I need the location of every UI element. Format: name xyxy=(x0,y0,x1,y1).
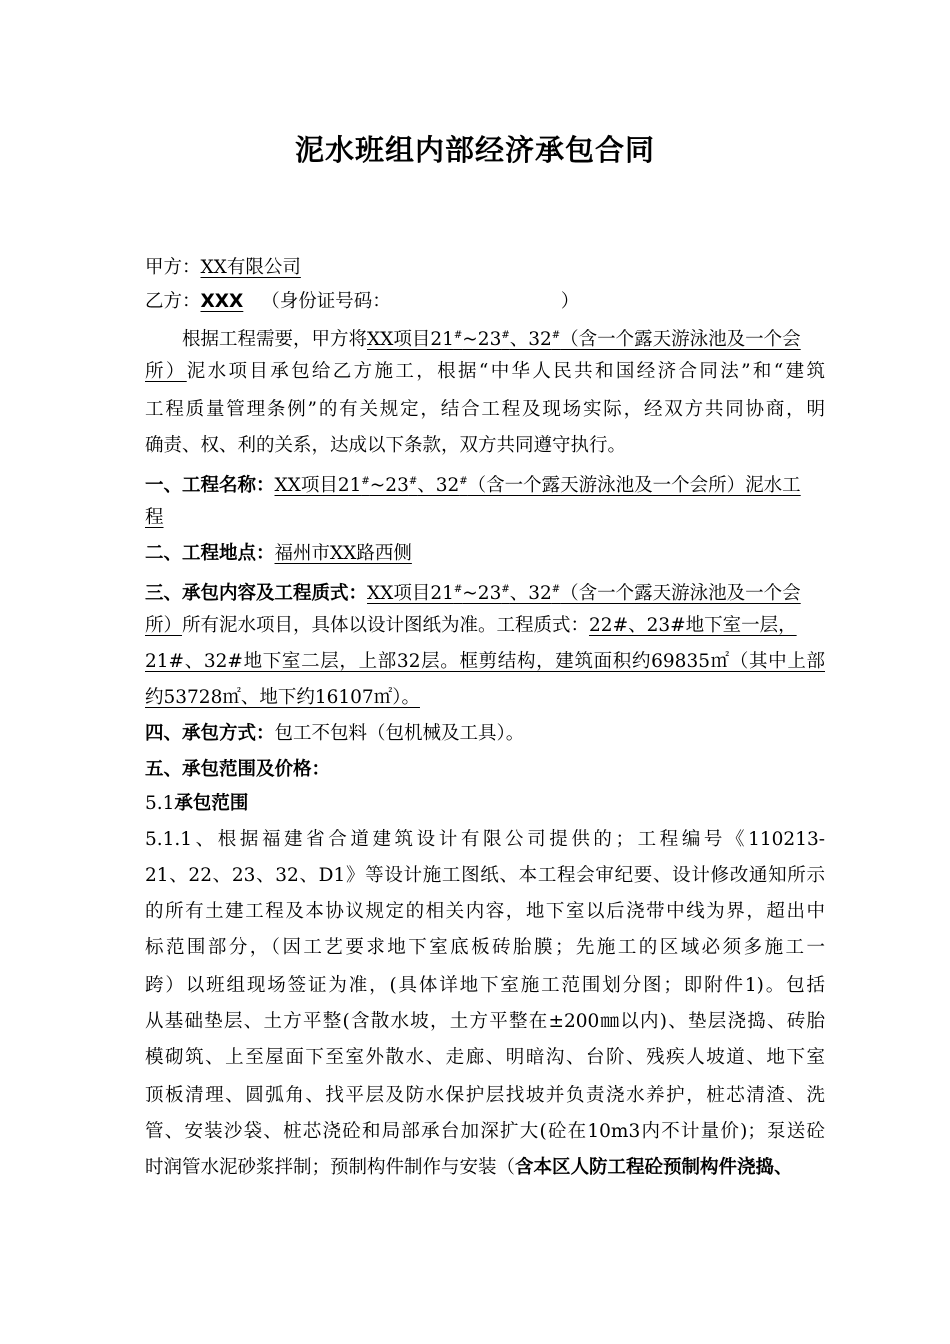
section-4-line xyxy=(145,716,825,752)
intro-project-part: 所） xyxy=(145,361,187,382)
clause-5-1-1-line: 21、22、23、32、D1》等设计施工图纸、本工程会审纪要、设计修改通知所示 xyxy=(145,865,825,886)
section-3-part: （含一个露天游泳池及一个会 xyxy=(560,583,801,604)
intro-text: 根据工程需要，甲方将 xyxy=(182,329,368,350)
section-1-sup: # xyxy=(459,476,468,487)
section-4-value: 包工不包料（包机械及工具）。 xyxy=(274,723,525,744)
section-2-label: 二、工程地点： xyxy=(145,543,275,564)
section-5-1-label: 承包范围 xyxy=(174,793,249,814)
party-b-label: 乙方： xyxy=(145,291,201,312)
section-1-part: ~23 xyxy=(369,475,409,496)
section-1-line-2 xyxy=(145,500,825,536)
section-3-sup: # xyxy=(453,584,463,595)
intro-sup: # xyxy=(551,330,561,341)
party-a-value: XX有限公司 xyxy=(200,257,301,278)
intro-project-name xyxy=(367,329,801,350)
clause-5-1-1-line: 顶板清理、圆弧角、找平层及防水保护层找坡并负责浇水养护，桩芯清渣、洗 xyxy=(145,1085,825,1106)
section-3-part: 所） xyxy=(145,615,183,636)
section-2-value: 福州市XX路西侧 xyxy=(274,543,412,564)
section-5-1-line xyxy=(145,786,825,822)
intro-project-part: （含一个露天游泳池及一个会 xyxy=(560,329,801,350)
section-1-sup: # xyxy=(408,476,418,487)
intro-line-2 xyxy=(145,354,825,390)
party-b-value: XXX xyxy=(200,291,244,312)
party-a-line xyxy=(145,250,825,286)
section-3-text: 所有泥水项目，具体以设计图纸为准。工程质式： xyxy=(182,615,590,636)
clause-5-1-1-bold-text: 含本区人防工程砼预制构件浇捣、 xyxy=(515,1157,793,1178)
section-1-part: （含一个露天游泳池及一个会所）泥水工 xyxy=(467,475,801,496)
section-3-part: 约53728㎡、地下约16107㎡）。 xyxy=(145,687,420,708)
section-3-value xyxy=(367,583,801,604)
section-3-part: ~23 xyxy=(462,583,502,604)
intro-sup: # xyxy=(453,330,463,341)
section-1-part: XX项目21 xyxy=(274,475,362,496)
intro-project-part: ~23 xyxy=(462,329,502,350)
party-b-id-prefix: （身份证号码： xyxy=(261,291,391,312)
intro-text: 泥水项目承包给乙方施工，根据“中华人民共和国经济合同法”和“建筑 xyxy=(186,361,825,382)
section-3-line-3 xyxy=(145,644,825,680)
party-a-label: 甲方： xyxy=(145,257,201,278)
section-3-line-4 xyxy=(145,680,825,716)
clause-5-1-1-line: 标范围部分，（因工艺要求地下室底板砖胎膜；先施工的区域必须多施工一 xyxy=(145,937,825,958)
intro-sup: # xyxy=(501,330,510,341)
section-3-label: 三、承包内容及工程质式： xyxy=(145,583,368,604)
party-b-id-suffix: ） xyxy=(560,291,580,312)
section-1-part: 程 xyxy=(145,507,164,528)
section-1-line-1 xyxy=(145,464,825,500)
section-1-sup: # xyxy=(361,476,370,487)
section-4-label: 四、承包方式： xyxy=(145,723,275,744)
clause-5-1-1-line: 跨）以班组现场签证为准，(具体详地下室施工范围划分图；即附件1)。包括 xyxy=(145,975,825,996)
section-1-part: 、32 xyxy=(417,475,460,496)
section-3-sup: # xyxy=(551,584,561,595)
clause-5-1-1-line: 5.1.1、根据福建省合道建筑设计有限公司提供的；工程编号《110213- xyxy=(145,829,825,850)
section-5-1-number: 5.1 xyxy=(145,793,175,814)
intro-project-part: XX项目21 xyxy=(367,329,454,350)
section-2-line xyxy=(145,536,825,572)
section-5-line xyxy=(145,752,825,788)
clause-5-1-1-line: 管、安装沙袋、桩芯浇砼和局部承台加深扩大(砼在10m3内不计量价)；泵送砼 xyxy=(145,1121,825,1142)
section-5-label: 五、承包范围及价格： xyxy=(145,759,331,780)
intro-line-3: 工程质量管理条例”的有关规定，结合工程及现场实际，经双方共同协商，明 xyxy=(145,399,825,420)
section-1-value xyxy=(275,475,801,496)
section-3-line-1 xyxy=(145,572,825,608)
section-3-part: XX项目21 xyxy=(367,583,454,604)
clause-5-1-1-text: 时润管水泥砂浆拌制；预制构件制作与安装（ xyxy=(145,1157,516,1178)
section-1-label: 一、工程名称： xyxy=(145,475,275,496)
intro-project-part: 、32 xyxy=(509,329,552,350)
section-3-sup: # xyxy=(501,584,510,595)
party-b-line xyxy=(145,284,825,320)
section-3-part: 、32 xyxy=(509,583,552,604)
clause-5-1-1-line: 模砌筑、上至屋面下至室外散水、走廊、明暗沟、台阶、残疾人坡道、地下室 xyxy=(145,1047,825,1068)
section-3-part: 21#、32#地下室二层，上部32层。框剪结构，建筑面积约69835㎡（其中上部 xyxy=(145,651,825,672)
intro-line-4: 确责、权、利的关系，达成以下条款，双方共同遵守执行。 xyxy=(145,435,627,456)
section-3-line-2 xyxy=(145,608,825,644)
clause-5-1-1-line: 的所有土建工程及本协议规定的相关内容，地下室以后浇带中线为界，超出中 xyxy=(145,901,825,922)
contract-title: 泥水班组内部经济承包合同 xyxy=(294,133,655,167)
clause-5-1-1-last-line xyxy=(145,1150,825,1186)
section-3-part: 22#、23#地下室一层， xyxy=(589,615,797,636)
intro-line-1 xyxy=(182,318,825,354)
clause-5-1-1-line: 从基础垫层、土方平整(含散水坡，土方平整在±200㎜以内)、垫层浇捣、砖胎 xyxy=(145,1011,825,1032)
